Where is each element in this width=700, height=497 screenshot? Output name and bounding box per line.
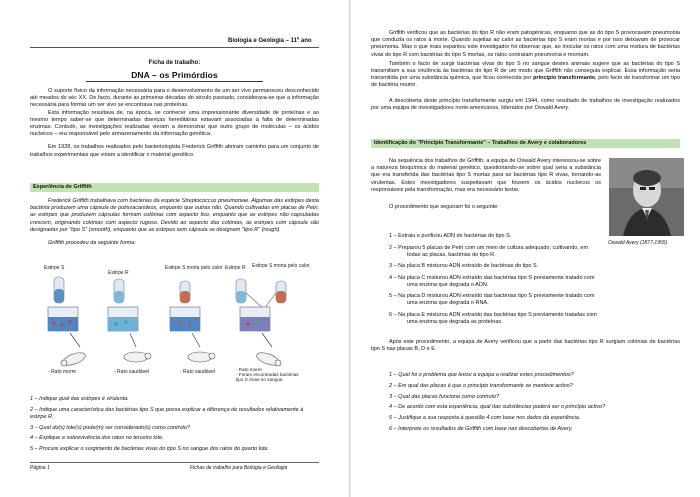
intro-paragraph-1: O suporte físico da informação necessária para o desenvolvimento de um ser vivo permaneceu desconhecido até meados do séc XX. De facto, durante as primeiras décadas do século passado, considerava-se que a informação necessária para formar um ser vivo se encontrava nas proteínas. [30,88,319,109]
step-item: 1 – Extraiu e purificou ADN de bactérias do tipo S. [389,233,512,239]
fig-label-5: Estirpe S morta pelo calor [252,263,310,269]
avery-paragraph: Na sequência dos trabalhos de Griffith, a equipa de Oswald Avery interessou-se sobre a natureza bioquímica do material genético, questionando-se sobre qual seria a substância que era transferida das bactérias tipo S mortas para as bactérias tipo R vivas, tornando-as virulentas. Estes investigadores suspeitavam que fossem os ácidos nucleicos os responsáveis pela transformação, mas era necessário testar. [371,158,601,193]
question-item: 4 – Explique a sobrevivência dos ratos no terceiro lote. [30,435,164,442]
procedure-intro: Griffith procedeu da seguinte forma: [48,240,136,247]
fig-label-3: Estirpe S morta pelo calor [165,265,223,271]
mice [61,350,281,368]
fig-outcome-1: - Rato morre [48,369,77,375]
photo-caption: Oswald Avery (1877-1955) [608,240,668,246]
avery-procedure-intro: O procedimento que seguiram foi o seguinte: [389,204,499,211]
griffith-paragraph: Frederick Griffith trabalhava com bactérias da espécie Streptococcus pneumoniae. Algumas das estirpes desta bactéria produzem uma cápsula de polissacarídeos, enquanto que outras não. Quando cultivadas em placas de Petri, as estirpes que produzem cápsulas formam colónias com aspecto liso, enquanto que as estirpes não capsuladas crescem, originando colónias com aspecto rugoso. Devido ao aspecto das colónias, as estirpes com cápsula são designadas por "tipo S" (smooth), enquanto que as estirpes sem cápsula se designam "tipo R" (rough). [30,198,319,233]
question-item: 3 – Qual do(s) lote(s) pode(m) ser considerado(s) como controlo? [30,424,190,431]
page-header: Biologia e Geologia – 11º ano [228,38,312,44]
principio-transformante-term: princípio transformante [533,75,595,82]
step-item: 3 – Na placa B misturou ADN extraído de bactérias do tipo S. [389,263,539,269]
header-divider [30,47,319,48]
avery-result-paragraph: Após este procedimento, a equipa de Avery verificou que a partir das bactérias tipo R surgiam colónias de bactérias tipo S nas placas B, D e E. [371,339,680,353]
griffith-text [30,198,319,247]
portrait-illustration [609,158,684,236]
injection-arrows [70,333,272,347]
fig-label-4: Estirpe R [225,265,246,271]
avery-steps [389,233,599,330]
title-underline [86,81,263,82]
question-item: 2 – Em qual das placas é que o princípio transformante se manteve activo? [389,382,573,389]
avery-result-text [371,339,680,353]
step-item: 6 – Na placa E misturou ADN extraído das bactérias tipo S previamente tratadas com uma enzima que degrada as proteínas. [389,311,597,325]
results-paragraph-3: A descoberta deste princípio transformante surgiu em 1944, como resultado de trabalhos de investigação realizados por uma equipa de investigadores norte-americanos, liderados por Oswald Avery. [371,97,680,111]
avery-text [371,158,601,211]
fig-label-2: Estirpe R [108,270,129,276]
oswald-avery-photo [609,158,684,236]
footer-title: Fichas de trabalho para Biologia e Geologia [190,465,288,471]
question-item: 2 – Indique uma característica das bactérias tipo S que possa explicar a diferença de resultados relativamente à estirpe R. [30,406,304,420]
p2-text-b: , pelo facto de transformar um tipo de bactéria noutro. [371,75,680,89]
step-item: 4 – Na placa C misturou ADN extraído das bactérias tipo S previamente tratado com uma enzima que degrada o ADN. [389,274,595,288]
griffith-experiment-figure [40,263,310,391]
right-page [351,0,700,497]
question-item: 6 – Interprete os resultados de Griffith com base nas descobertas de Avery. [389,425,573,432]
fig-outcome-2: - Rato saudável [114,369,150,375]
intro-paragraph-3: Em 1928, os trabalhos realizados pelo bacteriologista Frederick Griffith abriram caminho para um conjunto de trabalhos experimentais que viriam a identificar o material genético. [30,144,319,158]
culture-beakers [48,307,270,331]
fig-outcome-4: - Rato morre - Foram encontradas bactérias tipo S vivas no sangue. [236,367,299,383]
p2-text-a: Também o facto de surgir bactérias vivas do tipo S no sangue destes animais sugere que as bactérias do tipo S transmitiam a sua virulência às bactérias do tipo R de um modo que Griffith não conseguia explicar. Essa informação seria transmitida por uma substância química, que ficou conhecida por [371,60,680,82]
avery-questions [389,372,680,437]
intro-paragraph-2: Esta informação resultava de, na época, se conhecer uma impressionante diversidade de proteínas e ao mesmo tempo saber-se que determinadas doenças hereditárias estavam associadas à falta de determinadas enzimas. Contudo, as investigações realizadas vieram a demonstrar que outro grupo de moléculas – os ácidos nucleicos – era responsável pelo armazenamento da informação genética. [30,109,319,138]
question-item: 1 – Qual foi o problema que levou a equipa a realizar estes procedimentos? [389,372,574,378]
intro-text [30,88,319,159]
results-paragraph-1: Griffith verificou que as bactérias do tipo R não eram patogénicas, enquanto que as do tipo S provocavam pneumonia que conduzia os ratos à morte. Quando sujeitas ao calor as bactérias tipo S eram mortas e por isso deixavam de provocar pneumonia. Mas o que mais espantou este investigador foi observar que, ao inocular os ratos com uma mistura de bactérias vivas do tipo R com bactérias do tipo S mortas, os ratos contraíam pneumonia e morriam. [371,30,680,58]
question-item: 5 – Justifique a sua resposta à questão 4 com base nos dados da experiência. [389,415,581,422]
page-title: DNA – os Primórdios [131,70,218,80]
section-bar-avery: Identificação do "Princípio Transformante" – Trabalhos de Avery e colaboradores [371,139,680,148]
step-item: 2 – Preparou 5 placas de Petri com um meio de cultura adequado, cultivando, em todas as placas, bactérias do tipo R. [389,244,589,258]
ficha-label: Ficha de trabalho: [148,60,201,66]
question-item: 4 – De acordo com esta experiência, qual das substâncias poderá ser o princípio activo? [389,404,606,411]
test-tubes [54,277,286,309]
griffith-questions [30,396,319,457]
step-item: 5 – Na placa D misturou ADN extraído das bactérias tipo S previamente tratado com uma enzima que degrada o RNA. [389,293,595,306]
page-number: Página 1 [30,465,50,471]
fig-label-1: Estirpe S [44,265,65,271]
griffith-results-text [371,30,680,112]
results-paragraph-2 [371,61,680,90]
fig-outcome-3: - Rato saudável [180,369,216,375]
section-bar-griffith: Experiência de Griffith [30,183,319,192]
question-item: 1 – Indique qual das estirpes é virulenta. [30,396,129,402]
footer-divider [30,462,319,463]
question-item: 3 – Qual das placas funciona como controlo? [389,393,500,400]
question-item: 5 – Procure explicar o surgimento de bactérias vivas do tipo S no sangue dos ratos do quarto lote. [30,446,270,453]
